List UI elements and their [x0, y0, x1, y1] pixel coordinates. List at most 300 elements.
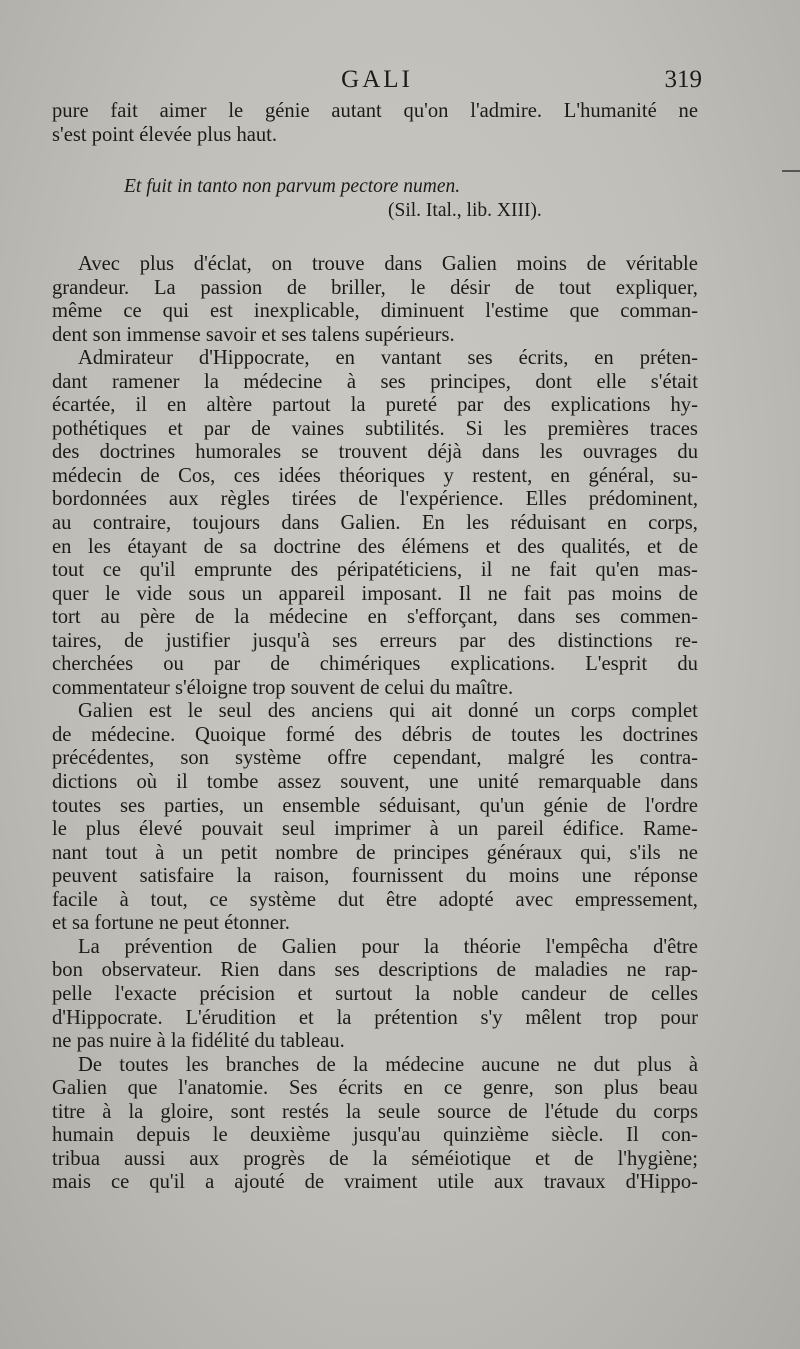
word: souvent,: [340, 771, 410, 794]
word: de: [514, 276, 535, 299]
word: restés: [282, 1100, 329, 1123]
word: ce: [102, 559, 122, 582]
word: le: [410, 276, 426, 299]
word: dictions: [52, 771, 118, 794]
word: la: [372, 1147, 388, 1170]
word: Rien: [220, 959, 260, 982]
word: passion: [200, 276, 263, 299]
word: contra-: [639, 747, 698, 770]
word: toutes: [119, 1053, 169, 1076]
word: des: [267, 700, 296, 723]
word: un: [241, 582, 263, 605]
word: de: [329, 1147, 349, 1170]
word: dans: [517, 606, 556, 629]
word: elle: [596, 370, 627, 393]
word: genre,: [482, 1077, 534, 1100]
paragraph: [52, 1054, 698, 1195]
word: dans: [660, 771, 698, 794]
word: à: [119, 888, 129, 911]
word: cherchées: [52, 653, 134, 676]
word: la: [236, 865, 252, 888]
word: ses: [332, 629, 358, 652]
word: ce: [110, 1171, 130, 1194]
word: médecine: [268, 606, 348, 629]
word: la: [203, 370, 219, 393]
word: de: [140, 464, 160, 487]
word: tout: [52, 559, 85, 582]
word: de: [270, 653, 290, 676]
word: hy-: [670, 394, 698, 417]
word: réponse: [633, 865, 698, 888]
word: candeur: [521, 982, 587, 1005]
word: adopté: [438, 888, 494, 911]
word: prédominent,: [588, 488, 698, 511]
text-line: [52, 771, 698, 795]
text-line: [52, 488, 698, 512]
body-text: [52, 253, 698, 1195]
word: pour: [660, 1006, 698, 1029]
word: il: [176, 771, 188, 794]
word: ramener: [112, 370, 180, 393]
word: la: [128, 1100, 144, 1123]
word: ajouté: [234, 1171, 285, 1194]
word: même: [52, 300, 103, 323]
word: de: [251, 417, 271, 440]
text-line: [52, 1124, 698, 1148]
word: s'ils: [629, 841, 661, 864]
word: de: [316, 1053, 336, 1076]
word: l'hygiène;: [617, 1147, 698, 1170]
paragraph: [52, 347, 698, 700]
word: de: [124, 629, 144, 652]
word: la: [345, 1100, 361, 1123]
word: L'érudition: [185, 1006, 277, 1029]
text-line: [52, 347, 698, 371]
word: moins: [516, 253, 567, 275]
word: de: [304, 1171, 325, 1194]
word: l'estime: [485, 300, 549, 323]
word: aux: [168, 488, 199, 511]
word: Galien: [441, 253, 497, 275]
word: fait: [549, 559, 577, 582]
word: corps: [653, 1100, 698, 1123]
word: comman-: [620, 300, 698, 323]
word: siècle.: [551, 1124, 604, 1147]
word: on: [271, 253, 293, 275]
word: par: [203, 417, 231, 440]
word: se: [301, 441, 319, 464]
word: des: [290, 559, 319, 582]
text-line: [52, 1030, 698, 1054]
word: qu'il: [149, 1171, 186, 1194]
word: noble: [452, 982, 499, 1005]
word: ce: [123, 300, 142, 323]
word: l'anatomie.: [178, 1077, 269, 1100]
word: Il: [458, 582, 472, 605]
word: subtilités.: [365, 417, 445, 440]
word: source: [437, 1100, 492, 1123]
word: en: [367, 606, 388, 629]
word: explications: [550, 394, 651, 417]
word: des: [354, 723, 382, 746]
text-line: [52, 324, 698, 348]
word: unité: [477, 771, 519, 794]
word: sous: [188, 582, 226, 605]
word: plus: [85, 818, 121, 841]
word: premières: [547, 417, 629, 440]
word: et: [647, 535, 662, 558]
word: restent,: [472, 464, 533, 487]
word: ne: [678, 841, 698, 864]
word: principes: [393, 841, 469, 864]
word: progrès: [243, 1147, 305, 1170]
word: ne: [678, 100, 698, 122]
word: corps,: [648, 512, 698, 535]
word: un: [182, 841, 203, 864]
margin-mark: [782, 170, 800, 172]
word: ne: [511, 559, 531, 582]
word: les: [503, 417, 527, 440]
word: théorie: [463, 935, 521, 958]
text-line: [52, 747, 698, 771]
word: de: [606, 794, 627, 817]
word: altère: [206, 394, 253, 417]
word: a: [205, 1171, 215, 1194]
word: corps: [570, 700, 616, 723]
word: descriptions: [378, 959, 478, 982]
word: bon: [52, 959, 83, 982]
word: seule: [377, 1100, 421, 1123]
word: raison,: [273, 865, 330, 888]
word: taires,: [52, 629, 102, 652]
word: aucune: [481, 1053, 540, 1076]
word: travaux: [543, 1171, 606, 1194]
word: le: [228, 100, 244, 122]
word: ne: [487, 582, 508, 605]
word: séduisant,: [378, 794, 461, 817]
word: trouve: [311, 253, 365, 275]
word: péripatéticiens,: [336, 559, 463, 582]
word: trouvent: [338, 441, 408, 464]
word: de: [471, 723, 492, 746]
word: malgré: [507, 747, 565, 770]
word: médecin: [52, 464, 122, 487]
word: diminuent: [380, 300, 465, 323]
word: partout: [272, 394, 331, 417]
word: cependant,: [392, 747, 482, 770]
word: véritable: [625, 253, 698, 275]
word: théoriques: [339, 464, 426, 487]
word: L'esprit: [585, 653, 648, 676]
text-line: [52, 630, 698, 654]
word: appareil: [278, 582, 345, 605]
word: à: [155, 841, 165, 864]
word: qu'en: [595, 559, 640, 582]
text-line: [52, 889, 698, 913]
word: explications.: [450, 653, 556, 676]
text-line: [52, 100, 698, 124]
word: que: [569, 300, 600, 323]
word: étayant: [127, 535, 188, 558]
word: quer: [52, 582, 89, 605]
word: de: [52, 723, 72, 746]
word: grandeur.: [52, 276, 130, 299]
word: l'admire.: [470, 100, 542, 122]
paragraph: [52, 253, 698, 347]
word: en: [403, 1077, 424, 1100]
word: qu'on: [403, 100, 449, 122]
word: un: [242, 794, 264, 817]
word: pas: [567, 582, 596, 605]
word: des: [357, 535, 385, 558]
word: formé: [285, 723, 335, 746]
word: en: [594, 347, 614, 370]
word: chimériques: [319, 653, 421, 676]
word: prévention: [124, 935, 213, 958]
word: sa: [239, 535, 257, 558]
quote-citation: (Sil. Ital., lib. XIII).: [388, 200, 542, 221]
word: re-: [675, 629, 698, 652]
word: du: [677, 653, 698, 676]
word: contraire,: [92, 512, 172, 535]
word: les: [579, 723, 603, 746]
word: la: [350, 394, 366, 417]
word: de: [678, 582, 698, 605]
word: moins: [611, 582, 662, 605]
word: d'être: [653, 935, 698, 958]
text-line: [52, 842, 698, 866]
word: Galien: [281, 935, 337, 958]
word: prétention: [374, 1006, 458, 1029]
word: vraiment: [344, 1171, 418, 1194]
word: ce: [209, 888, 228, 911]
word: imprimer: [334, 818, 411, 841]
text-line: [52, 583, 698, 607]
word: plus: [139, 253, 175, 275]
word: En: [421, 512, 445, 535]
word: les: [539, 441, 563, 464]
word: inexplicable,: [253, 300, 360, 323]
text-line: [52, 465, 698, 489]
word: réduisant: [510, 512, 586, 535]
word: préten-: [639, 347, 698, 370]
word: satisfaire: [139, 865, 215, 888]
word: plus: [603, 1077, 639, 1100]
word: médecine: [385, 1053, 465, 1076]
word: nombre: [275, 841, 339, 864]
word: au: [52, 512, 72, 535]
word: Galien: [78, 700, 133, 723]
word: autant: [331, 100, 382, 122]
word: tout: [559, 276, 592, 299]
text-line: [52, 865, 698, 889]
word: ses: [575, 606, 601, 629]
word: à: [346, 370, 356, 393]
word: du: [465, 865, 487, 888]
word: fait: [523, 582, 552, 605]
word: ce: [443, 1077, 463, 1100]
latin-quote: Et fuit in tanto non parvum pectore numen.: [124, 176, 461, 197]
word: sont: [230, 1100, 265, 1123]
word: ses: [120, 794, 146, 817]
text-line: [52, 1101, 698, 1125]
word: des: [52, 441, 80, 464]
word: dut: [593, 1053, 620, 1076]
word: des: [507, 629, 536, 652]
word: parties,: [164, 794, 225, 817]
word: facile: [52, 888, 98, 911]
word: de: [237, 935, 257, 958]
word: du: [677, 441, 698, 464]
word: celles: [651, 982, 698, 1005]
text-line: [52, 1148, 698, 1172]
word: ses: [334, 959, 360, 982]
word: mêlent: [525, 1006, 582, 1029]
word: l'empêcha: [545, 935, 629, 958]
word: général,: [588, 464, 655, 487]
word: justifier: [165, 629, 230, 652]
text-line: [52, 277, 698, 301]
word: où: [136, 771, 158, 794]
word: est: [209, 300, 233, 323]
word: fait: [110, 100, 138, 122]
text-line: [52, 983, 698, 1007]
word: mas-: [657, 559, 698, 582]
word: tirées: [291, 488, 337, 511]
page-number: 319: [664, 66, 702, 93]
word: un: [457, 818, 479, 841]
word: Galien: [52, 1077, 107, 1100]
word: aussi: [124, 1147, 166, 1170]
word: erreurs: [379, 629, 437, 652]
word: depuis: [136, 1124, 191, 1147]
word: doctrines: [99, 441, 176, 464]
word: titre: [52, 1100, 86, 1123]
word: assez: [277, 771, 322, 794]
opening-text: [52, 100, 698, 147]
word: remarquable: [538, 771, 642, 794]
word: d'éclat,: [193, 253, 252, 275]
word: aux: [494, 1171, 524, 1194]
word: qu'il: [139, 559, 176, 582]
word: tribua: [52, 1147, 101, 1170]
word: génie: [543, 794, 588, 817]
word: les: [185, 1053, 209, 1076]
word: le: [212, 1124, 228, 1147]
word: ne: [556, 1053, 577, 1076]
word: dans: [481, 441, 520, 464]
word: tort: [52, 606, 81, 629]
text-line: [52, 818, 698, 842]
word: il: [480, 559, 493, 582]
word: ensemble: [282, 794, 361, 817]
word: des: [517, 535, 545, 558]
word: à: [429, 818, 439, 841]
word: plus: [637, 1053, 672, 1076]
line-text: et sa fortune ne peut étonner.: [52, 912, 290, 935]
word: par: [213, 653, 241, 676]
word: s'y: [480, 1006, 503, 1029]
word: d'Hippocrate.: [52, 1006, 163, 1029]
word: pureté: [385, 394, 438, 417]
word: par: [457, 394, 484, 417]
word: l'expérience.: [399, 488, 504, 511]
word: doctrine: [273, 535, 341, 558]
line-text: ne pas nuire à la fidélité du tableau.: [52, 1030, 345, 1053]
word: il: [135, 394, 147, 417]
word: petit: [220, 841, 258, 864]
line-text: s'est point élevée plus haut.: [52, 123, 278, 146]
word: traces: [649, 417, 698, 440]
word: qui,: [580, 841, 612, 864]
word: bordonnées: [52, 488, 147, 511]
word: un: [534, 700, 555, 723]
word: de: [586, 253, 607, 275]
word: le: [187, 700, 203, 723]
word: jusqu'au: [352, 1124, 421, 1147]
word: à: [102, 1100, 112, 1123]
word: l'ordre: [645, 794, 698, 817]
word: les: [88, 535, 111, 558]
word: mais: [52, 1171, 91, 1194]
word: d'Hippo-: [625, 1171, 698, 1194]
word: ne: [626, 959, 647, 982]
word: seul: [218, 700, 252, 723]
word: deuxième: [250, 1124, 331, 1147]
word: Elles: [525, 488, 567, 511]
word: Si: [465, 417, 483, 440]
word: de: [194, 606, 215, 629]
word: gloire,: [160, 1100, 214, 1123]
word: vide: [136, 582, 172, 605]
word: ses: [467, 347, 493, 370]
word: su-: [672, 464, 698, 487]
word: en: [335, 347, 355, 370]
word: au: [100, 606, 120, 629]
text-line: [52, 606, 698, 630]
text-line: [52, 300, 698, 324]
word: pelle: [52, 982, 93, 1005]
word: une: [581, 865, 612, 888]
word: la: [353, 1053, 368, 1076]
text-line: [52, 394, 698, 418]
word: du: [615, 1100, 637, 1123]
text-line: [52, 371, 698, 395]
word: est: [148, 700, 172, 723]
text-line: [52, 418, 698, 442]
word: Quoique: [194, 723, 266, 746]
word: la: [423, 935, 439, 958]
word: règles: [220, 488, 270, 511]
text-line: [52, 1171, 698, 1195]
word: en: [166, 394, 187, 417]
word: dont: [535, 370, 572, 393]
word: jusqu'à: [252, 629, 310, 652]
text-line: [52, 912, 698, 936]
word: emprunte: [194, 559, 273, 582]
word: doctrines: [622, 723, 698, 746]
word: élevé: [139, 818, 183, 841]
text-line: [52, 677, 698, 701]
word: de: [496, 959, 516, 982]
word: que: [127, 1077, 158, 1100]
word: Admirateur: [78, 347, 173, 370]
word: des: [503, 394, 531, 417]
word: génie: [265, 100, 310, 122]
word: empressement,: [574, 888, 698, 911]
word: idées: [278, 464, 321, 487]
word: quinzième: [443, 1124, 529, 1147]
